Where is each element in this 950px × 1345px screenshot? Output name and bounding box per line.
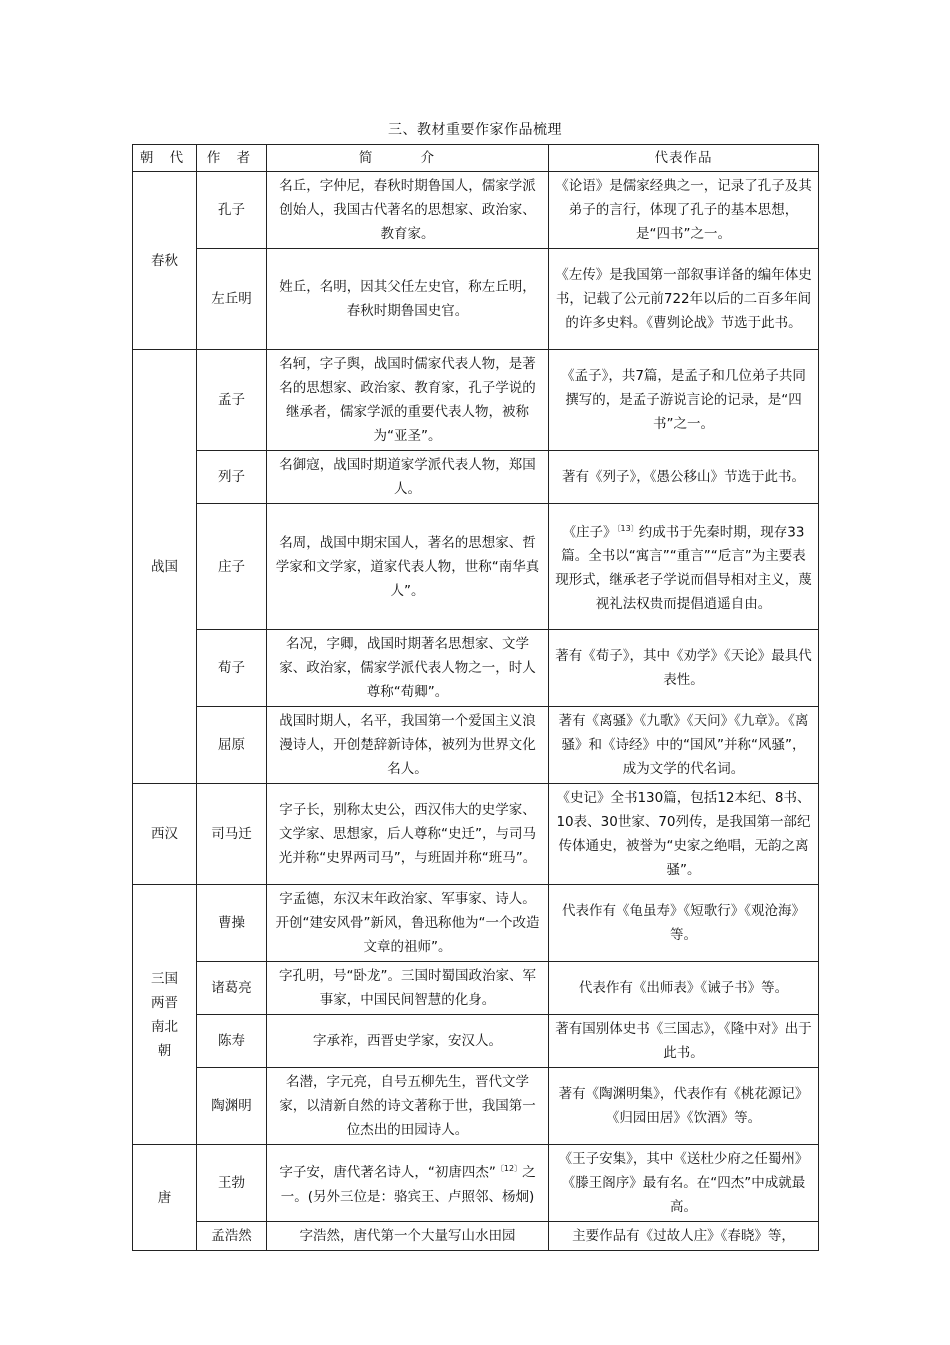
author-cell: 列子 [197, 451, 267, 504]
author-cell: 诸葛亮 [197, 962, 267, 1015]
era-cell: 春秋 [133, 172, 197, 350]
table-row [133, 350, 819, 451]
intro-cell: 字浩然，唐代第一个大量写山水田园 [267, 1222, 549, 1251]
works-cell: 主要作品有《过故人庄》《春晓》等， [549, 1222, 819, 1251]
table-header-row [133, 145, 819, 172]
works-cell: 著有国别体史书《三国志》，《隆中对》出于此书。 [549, 1015, 819, 1068]
works-cell: 《孟子》，共7篇，是孟子和几位弟子共同撰写的，是孟子游说言论的记录，是“四书”之一。 [549, 350, 819, 451]
works-cell: 著有《列子》，《愚公移山》节选于此书。 [549, 451, 819, 504]
author-cell: 陈寿 [197, 1015, 267, 1068]
table-row [133, 885, 819, 962]
table-row [133, 630, 819, 707]
authors-works-table [132, 144, 819, 1251]
author-cell: 司马迁 [197, 784, 267, 885]
author-cell: 屈原 [197, 707, 267, 784]
table-row [133, 962, 819, 1015]
header-author: 作 者 [197, 145, 267, 172]
header-era: 朝 代 [133, 145, 197, 172]
header-intro: 简 介 [267, 145, 549, 172]
table-row [133, 1015, 819, 1068]
works-cell: 著有《离骚》《九歌》《天问》《九章》。《离骚》和《诗经》中的“国风”并称“风骚”，成为文学的代名词。 [549, 707, 819, 784]
works-cell: 代表作有《出师表》《诫子书》等。 [549, 962, 819, 1015]
intro-cell: 姓丘，名明，因其父任左史官，称左丘明，春秋时期鲁国史官。 [267, 249, 549, 350]
table-row [133, 1145, 819, 1222]
era-cell: 西汉 [133, 784, 197, 885]
footnote-marker: 〔13〕 [616, 523, 639, 533]
works-cell: 《史记》全书130篇，包括12本纪、8书、10表、30世家、70列传，是我国第一部纪传体通史，被誉为“史家之绝唱，无韵之离骚”。 [549, 784, 819, 885]
intro-text: 字子安，唐代著名诗人，“初唐四杰” [279, 1164, 496, 1181]
table-row [133, 1222, 819, 1251]
table-row [133, 504, 819, 630]
era-cell: 三国两晋南北朝 [133, 885, 197, 1145]
table-row [133, 172, 819, 249]
author-cell: 庄子 [197, 504, 267, 630]
page-title: 三、教材重要作家作品梳理 [388, 122, 562, 138]
works-title: 《庄子》 [562, 524, 617, 541]
works-cell: 代表作有《龟虽寿》《短歌行》《观沧海》等。 [549, 885, 819, 962]
intro-cell: 名况，字卿，战国时期著名思想家、文学家、政治家，儒家学派代表人物之一，时人尊称“荀卿”。 [267, 630, 549, 707]
works-cell: 著有《陶渊明集》，代表作有《桃花源记》《归园田居》《饮酒》等。 [549, 1068, 819, 1145]
works-cell: 《左传》是我国第一部叙事详备的编年体史书，记载了公元前722年以后的二百多年间的许多史料。《曹刿论战》节选于此书。 [549, 249, 819, 350]
author-cell: 孔子 [197, 172, 267, 249]
works-cell: 《论语》是儒家经典之一，记录了孔子及其弟子的言行，体现了孔子的基本思想，是“四书”之一。 [549, 172, 819, 249]
table-row [133, 1068, 819, 1145]
intro-text-rest: 之一。(另外三位是：骆宾王、卢照邻、杨炯) [280, 1164, 536, 1205]
works-text: 约成书于先秦时期，现存33篇。全书以“寓言”“重言”“卮言”为主要表现形式，继承老子学说而倡导相对主义，蔑视礼法权贵而提倡逍遥自由。 [555, 524, 812, 613]
author-cell: 陶渊明 [197, 1068, 267, 1145]
table-row [133, 451, 819, 504]
works-cell [549, 504, 819, 630]
intro-cell [267, 1145, 549, 1222]
intro-cell: 名轲，字子舆，战国时儒家代表人物，是著名的思想家、政治家、教育家，孔子学说的继承者，儒家学派的重要代表人物，被称为“亚圣”。 [267, 350, 549, 451]
author-cell: 荀子 [197, 630, 267, 707]
intro-cell: 名潜，字元亮，自号五柳先生，晋代文学家，以清新自然的诗文著称于世，我国第一位杰出的田园诗人。 [267, 1068, 549, 1145]
table-row [133, 249, 819, 350]
header-works: 代表作品 [549, 145, 819, 172]
era-cell: 战国 [133, 350, 197, 784]
works-cell: 《王子安集》，其中《送杜少府之任蜀州》《滕王阁序》最有名。在“四杰”中成就最高。 [549, 1145, 819, 1222]
intro-cell: 名丘，字仲尼，春秋时期鲁国人，儒家学派创始人，我国古代著名的思想家、政治家、教育家。 [267, 172, 549, 249]
intro-cell: 字孔明，号“卧龙”。三国时蜀国政治家、军事家，中国民间智慧的化身。 [267, 962, 549, 1015]
intro-cell: 字子长，别称太史公，西汉伟大的史学家、文学家、思想家，后人尊称“史迁”，与司马光并称“史界两司马”，与班固并称“班马”。 [267, 784, 549, 885]
table-row [133, 784, 819, 885]
author-cell: 孟子 [197, 350, 267, 451]
author-cell: 曹操 [197, 885, 267, 962]
works-cell: 著有《荀子》，其中《劝学》《天论》最具代表性。 [549, 630, 819, 707]
table-row [133, 707, 819, 784]
author-cell: 左丘明 [197, 249, 267, 350]
intro-cell: 名御寇，战国时期道家学派代表人物，郑国人。 [267, 451, 549, 504]
intro-cell: 战国时期人，名平，我国第一个爱国主义浪漫诗人，开创楚辞新诗体，被列为世界文化名人。 [267, 707, 549, 784]
intro-cell: 字孟德，东汉末年政治家、军事家、诗人。开创“建安风骨”新风，鲁迅称他为“一个改造文章的祖师”。 [267, 885, 549, 962]
footnote-marker: 〔12〕 [495, 1164, 523, 1174]
intro-cell: 字承祚，西晋史学家，安汉人。 [267, 1015, 549, 1068]
author-cell: 王勃 [197, 1145, 267, 1222]
author-cell: 孟浩然 [197, 1222, 267, 1251]
intro-cell: 名周，战国中期宋国人，著名的思想家、哲学家和文学家，道家代表人物，世称“南华真人”。 [267, 504, 549, 630]
era-cell: 唐 [133, 1145, 197, 1251]
